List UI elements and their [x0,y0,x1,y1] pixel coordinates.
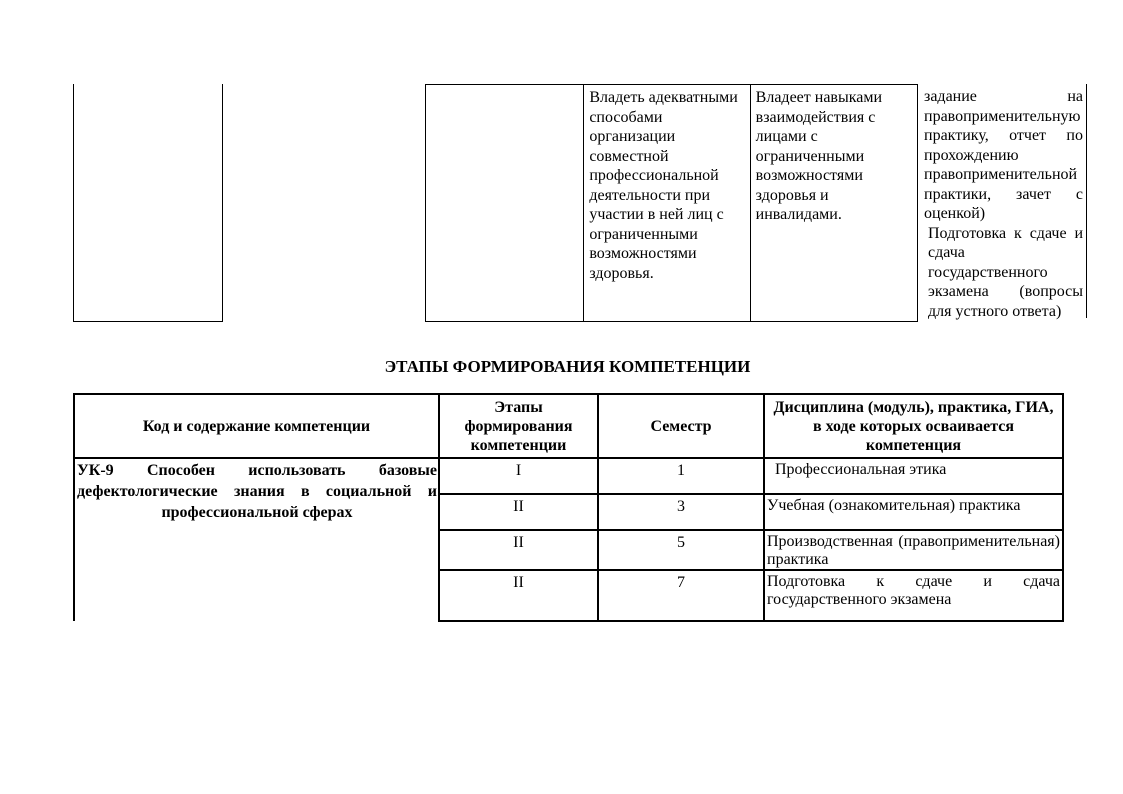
continued-empty-cell [73,84,223,322]
semester-cell: 1 [598,458,764,494]
header-competency-code: Код и содержание компетенции [74,394,439,458]
continued-indicator-table [425,84,918,322]
semester-cell: 5 [598,530,764,570]
assessment-cell [919,84,1087,318]
assessment-paragraph-1: задание на правоприменительную практику, отчет по прохождению правоприменительной практики, зачет с оценкой) [924,88,1083,222]
indicator-demo-cell: Владеет навыками взаимодействия с лицами с ограниченными возможностями здоровья и инвалидами. [750,85,917,321]
stage-cell: II [439,530,598,570]
header-semester: Семестр [598,394,764,458]
stages-table [73,393,1064,622]
stage-cell: I [439,458,598,494]
discipline-cell: Учебная (ознакомительная) практика [764,494,1063,530]
stages-table-header-row [74,394,1063,458]
competency-cell: УК-9 Способен использовать базовые дефектологические знания в социальной и профессиональной сферах [74,458,439,621]
section-heading: ЭТАПЫ ФОРМИРОВАНИЯ КОМПЕТЕНЦИИ [384,357,751,376]
assessment-paragraph-2: Подготовка к сдаче и сдача государственного экзамена (вопросы для устного ответа) [928,224,1083,320]
semester-cell: 7 [598,570,764,621]
discipline-cell: Подготовка к сдаче и сдача государственного экзамена [764,570,1063,621]
stage-cell: II [439,570,598,621]
discipline-cell: Производственная (правоприменительная) практика [764,530,1063,570]
stage-cell: II [439,494,598,530]
stages-table-row [74,458,1063,494]
semester-cell: 3 [598,494,764,530]
header-discipline: Дисциплина (модуль), практика, ГИА, в ходе которых осваивается компетенция [764,394,1063,458]
indicator-empty-cell [426,85,583,321]
indicator-know-cell: Владеть адекватными способами организации совместной профессиональной деятельности при участии в ней лиц с ограниченными возможностями здоровья. [583,85,749,321]
discipline-cell: Профессиональная этика [764,458,1063,494]
header-formation-stages: Этапы формирования компетенции [439,394,598,458]
